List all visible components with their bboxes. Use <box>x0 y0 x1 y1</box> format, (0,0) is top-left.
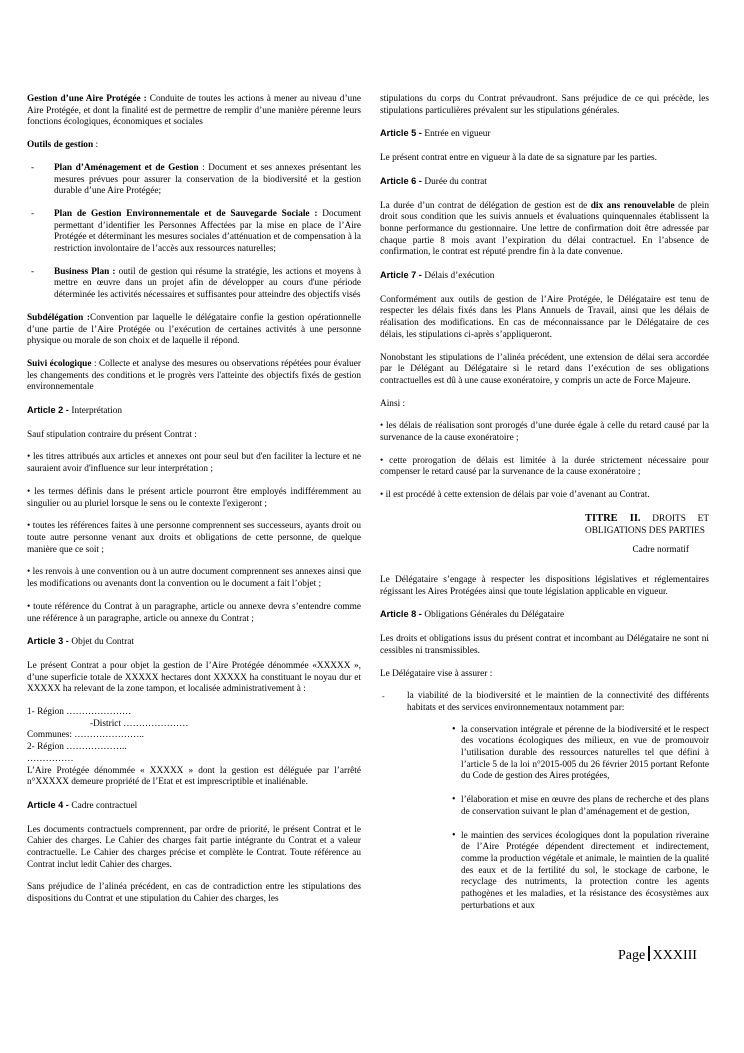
paragraph: Sauf stipulation contraire du présent Contrat : <box>27 429 197 440</box>
communes-line: Communes: ………………….. <box>27 730 144 741</box>
paragraph: L’Aire Protégée dénommée « XXXXX » dont la gestion est déléguée par l’arrêté n°XXXXX demeure propriété de l’Etat et est imprescriptible et inaliénable. <box>27 765 361 788</box>
definition-suivi: Suivi écologique : Collecte et analyse des mesures ou observations répétées pour évaluer les changements des conditions et le progrès vers l'atteinte des objectifs fixés de gestion environnementale <box>27 358 361 393</box>
left-column <box>27 94 361 906</box>
list-item: • les termes définis dans le présent article pourront être employés indifféremment au singulier ou au pluriel lorsque le sens ou le contexte l'exigeront ; <box>27 486 361 509</box>
list-item: - Business Plan : outil de gestion qui résume la stratégie, les actions et moyens à mettre en œuvre dans un projet afin de développer au cours d'une période déterminée les activités nécessaires et suffisantes pour atteindre des objectifs visés <box>31 266 361 301</box>
article-7-heading: Article 7 - Délais d’exécution <box>380 270 495 282</box>
region-line: 1- Région ………………… <box>27 707 132 718</box>
page-number: XXXIII <box>652 948 697 963</box>
list-item: • il est procédé à cette extension de délais par voie d’avenant au Contrat. <box>380 490 650 501</box>
titre-heading: TITRE II. DROITS ET OBLIGATIONS DES PARTIES <box>585 512 709 536</box>
list-item: • toutes les références faites à une personne comprennent ses successeurs, ayants droit ou toute autre personne venant aux droits et obligations de cette personne, de quelque manière que ce soit ; <box>27 521 361 555</box>
paragraph: Conformément aux outils de gestion de l’Aire Protégée, le Délégataire est tenu de respecter les délais fixés dans les Plans Annuels de Travail, ainsi que les délais de réalisation des modifications. En cas de méconnaissance par le Délégataire de ces délais, les stipulations ci-après s’appliqueront. <box>380 294 709 340</box>
paragraph: Le présent Contrat a pour objet la gestion de l’Aire Protégée dénommée «XXXXX », d’une superficie totale de XXXXX hectares dont XXXXX ha constituant le noyau dur et XXXXX ha relevant de la zone tampon, et localisée administrativement à : <box>27 660 361 695</box>
paragraph: Les droits et obligations issus du présent contrat et incombant au Délégataire ne sont ni cessibles ni transmissibles. <box>380 634 709 656</box>
paragraph: Le présent contrat entre en vigueur à la date de sa signature par les parties. <box>380 153 657 164</box>
page-label: Page <box>618 948 646 963</box>
paragraph: stipulations du corps du Contrat prévaudront. Sans préjudice de ce qui précède, les stipulations particulières prévalent sur les stipulations générales. <box>380 94 709 116</box>
list-item: • les renvois à une convention ou à un autre document comprennent ses annexes ainsi que les modifications ou avenants dont la convention ou le document a fait l’objet ; <box>27 567 361 590</box>
list-item: • l’élaboration et mise en œuvre des plans de recherche et des plans de conservation suivant le plan d’aménagement et de gestion, <box>452 794 709 817</box>
list-item: • la conservation intégrale et pérenne de la biodiversité et le respect des vocations écologiques des milieux, en vue de promouvoir l’utilisation durable des ressources naturelles tel que défini à l’article 5 de la loi n°2015-005 du 26 février 2015 portant Refonte du Code de gestion des Aires protégées, <box>452 723 709 782</box>
article-2-heading: Article 2 - Interprétation <box>27 405 123 417</box>
cadre-normatif-label: Cadre normatif <box>632 545 689 556</box>
article-8-heading: Article 8 - Obligations Générales du Délégataire <box>380 609 565 621</box>
outils-list <box>27 163 361 302</box>
list-item: • cette prorogation de délais est limitée à la durée strictement nécessaire pour compenser le retard causé par la survenance de la cause exonératoire ; <box>380 455 709 478</box>
article-6-heading: Article 6 - Durée du contrat <box>380 175 487 187</box>
article-5-heading: Article 5 - Entrée en vigueur <box>380 128 491 140</box>
dots-line: …………… <box>27 753 74 764</box>
page-footer <box>618 946 697 964</box>
paragraph: Le Délégataire vise à assurer : <box>380 668 493 679</box>
list-item: - la viabilité de la biodiversité et le maintien de la connectivité des différents habitats et des services environnementaux notamment par: <box>382 691 709 713</box>
region-line: 2- Région ……………….. <box>27 742 127 753</box>
paragraph: Nonobstant les stipulations de l’alinéa précédent, une extension de délai sera accordée par le Délégant au Délégataire si le retard dans l’exécution de ses obligations contractuelles est dû à une cause exonératoire, y compris un acte de Force Majeure. <box>380 352 709 386</box>
paragraph: La durée d’un contrat de délégation de gestion est de dix ans renouvelable de plein droit sous condition que les suivis annuels et évaluations quinquennales établissent la bonne performance du gestionnaire. Une lettre de confirmation doit être adressée par chaque partie 8 mois avant l’expiration du délai contractuel. En l’absence de confirmation, le contrat est réputé prendre fin à la date convenue. <box>380 200 709 258</box>
list-item: • le maintien des services écologiques dont la population riveraine de l’Aire Protégée dépendent directement et indirectement, comme la production végétale et animale, le maintien de la qualité des eaux et de la fertilité du sol, le stockage de carbone, le recyclage des nutriments, la protection contre les agents pathogènes et les maladies, et la résistance des écosystèmes aux perturbations et aux <box>452 829 709 911</box>
list-item: • les délais de réalisation sont prorogés d’une durée égale à celle du retard causé par la survenance de la cause exonératoire ; <box>380 421 709 444</box>
paragraph: Sans préjudice de l’alinéa précédent, en cas de contradiction entre les stipulations des dispositions du Contrat et une stipulation du Cahier des charges, les <box>27 882 361 905</box>
definition-subdelegation: Subdélégation :Convention par laquelle le délégataire confie la gestion opérationnelle d’une partie de l’Aire Protégée ou l’exécution de certaines activités à une personne physique ou morale de son choix et de laquelle il répond. <box>27 312 361 347</box>
definition-gestion-aire: Gestion d’une Aire Protégée : Conduite de toutes les actions à mener au niveau d’une Aire Protégée, et dont la finalité est de permettre de remplir d’une manière pérenne leurs fonctions écologiques, économiques et sociales <box>27 94 361 128</box>
list-item: • les titres attribués aux articles et annexes ont pour seul but d'en faciliter la lecture et ne sauraient avoir d'influence sur leur interprétation ; <box>27 452 361 475</box>
paragraph: Les documents contractuels comprennent, par ordre de priorité, le présent Contrat et le Cahier des charges. Le Cahier des charges fait partie intégrante du Contrat et a valeur contractuelle. Le Cahier des charges précise et complète le Contrat. Toute référence au Contrat inclut ledit Cahier des charges. <box>27 824 361 870</box>
article-3-heading: Article 3 - Objet du Contrat <box>27 636 134 648</box>
district-line: -District ………………… <box>90 718 189 729</box>
list-item: - Plan de Gestion Environnementale et de Sauvegarde Sociale : Document permettant d’identifier les Personnes Affectées par la mise en place de l’Aire Protégée et déterminant les mesures sociales d’atténuation et de compensation à la restriction involontaire de l’accès aux ressources naturelles; <box>31 208 361 255</box>
paragraph: Le Délégataire s’engage à respecter les dispositions législatives et réglementaires régissant les Aires Protégées ainsi que toute législation applicable en vigueur. <box>380 574 709 597</box>
list-item: - Plan d’Aménagement et de Gestion : Document et ses annexes présentant les mesures prévues pour assurer la conservation de la biodiversité et la gestion durable d’une Aire Protégée; <box>31 162 362 197</box>
list-item: • toute référence du Contrat à un paragraphe, article ou annexe devra s’entendre comme une référence à un paragraphe, article ou annexe du Contrat ; <box>27 601 361 624</box>
divider <box>648 946 649 961</box>
article-4-heading: Article 4 - Cadre contractuel <box>27 799 138 811</box>
paragraph: Ainsi : <box>380 398 406 409</box>
right-column <box>380 94 709 912</box>
definition-outils: Outils de gestion : <box>27 140 99 151</box>
